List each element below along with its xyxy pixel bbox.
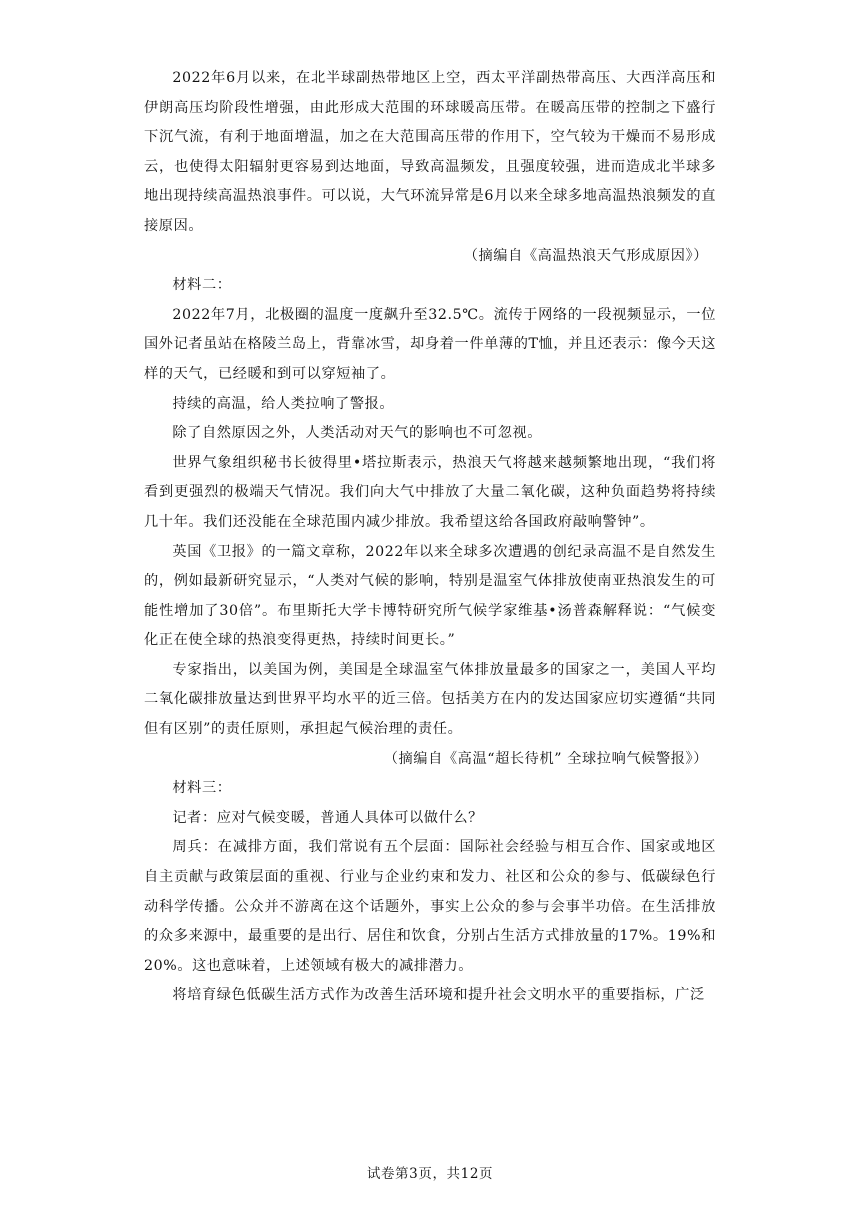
paragraph: 周兵：在减排方面，我们常说有五个层面：国际社会经验与相互合作、国家或地区自主贡献与政策层面的重视、行业与企业约束和发力、社区和公众的参与、低碳绿色行动科学传播。公众并不游离在这个话题外，事实上公众的参与会事半功倍。在生活排放的众多来源中，最重要的是出行、居住和饮食，分别占生活方式排放量的17%。19%和20%。这也意味着，上述领域有极大的减排潜力。: [144, 839, 716, 974]
paragraph: 除了自然原因之外，人类活动对天气的影响也不可忽视。: [172, 425, 543, 442]
source-citation: （摘编自《高温热浪天气形成原因》）: [463, 247, 708, 264]
paragraph: 世界气象组织秘书长彼得里•塔拉斯表示，热浪天气将越来越频繁地出现，“我们将看到更强烈的极端天气情况。我们向大气中排放了大量二氧化碳，这种负面趋势将持续几十年。我们还没能在全球范围内减少排放。我希望这给各国政府敲响警钟”。: [144, 454, 716, 530]
paragraph: 2022年6月以来，在北半球副热带地区上空，西太平洋副热带高压、大西洋高压和伊朗高压均阶段性增强，由此形成大范围的环球暖高压带。在暖高压带的控制之下盛行下沉气流，有利于地面增温，加之在大范围高压带的作用下，空气较为干燥而不易形成云，也使得太阳辐射更容易到达地面，导致高温频发，且强度较强，进而造成北半球多地出现持续高温热浪事件。可以说，大气环流异常是6月以来全球多地高温热浪频发的直接原因。: [144, 70, 716, 234]
source-citation: （摘编自《高温“超长待机” 全球拉响气候警报》）: [383, 750, 708, 767]
material-three-body: [144, 804, 716, 1011]
paragraph: 记者：应对气候变暖，普通人具体可以做什么？: [172, 809, 483, 826]
page-content: [144, 64, 716, 1011]
paragraph: 持续的高温，给人类拉响了警报。: [172, 395, 395, 412]
material-heading: 材料三：: [172, 780, 232, 797]
paragraph: 英国《卫报》的一篇文章称，2022年以来全球多次遭遇的创纪录高温不是自然发生的，例如最新研究显示，“人类对气候的影响，特别是温室气体排放使南亚热浪发生的可能性增加了30倍”。布里斯托大学卡博特研究所气候学家维基•汤普森解释说：“气候变化正在使全球的热浪变得更热，持续时间更长。”: [144, 543, 716, 649]
paragraph: 将培育绿色低碳生活方式作为改善生活环境和提升社会文明水平的重要指标，广泛: [172, 987, 705, 1004]
paragraph: 2022年7月，北极圈的温度一度飙升至32.5℃。流传于网络的一段视频显示，一位国外记者虽站在格陵兰岛上，背靠冰雪，却身着一件单薄的T恤，并且还表示：像今天这样的天气，已经暖和到可以穿短袖了。: [144, 306, 716, 382]
material-one-body: [144, 64, 716, 242]
page-footer: 试卷第3页，共12页: [366, 1166, 494, 1182]
material-heading: 材料二：: [172, 277, 232, 294]
paragraph: 专家指出，以美国为例，美国是全球温室气体排放量最多的国家之一，美国人平均二氧化碳排放量达到世界平均水平的近三倍。包括美方在内的发达国家应切实遵循“共同但有区别”的责任原则，承担起气候治理的责任。: [144, 661, 716, 738]
material-two-body: [144, 301, 716, 745]
